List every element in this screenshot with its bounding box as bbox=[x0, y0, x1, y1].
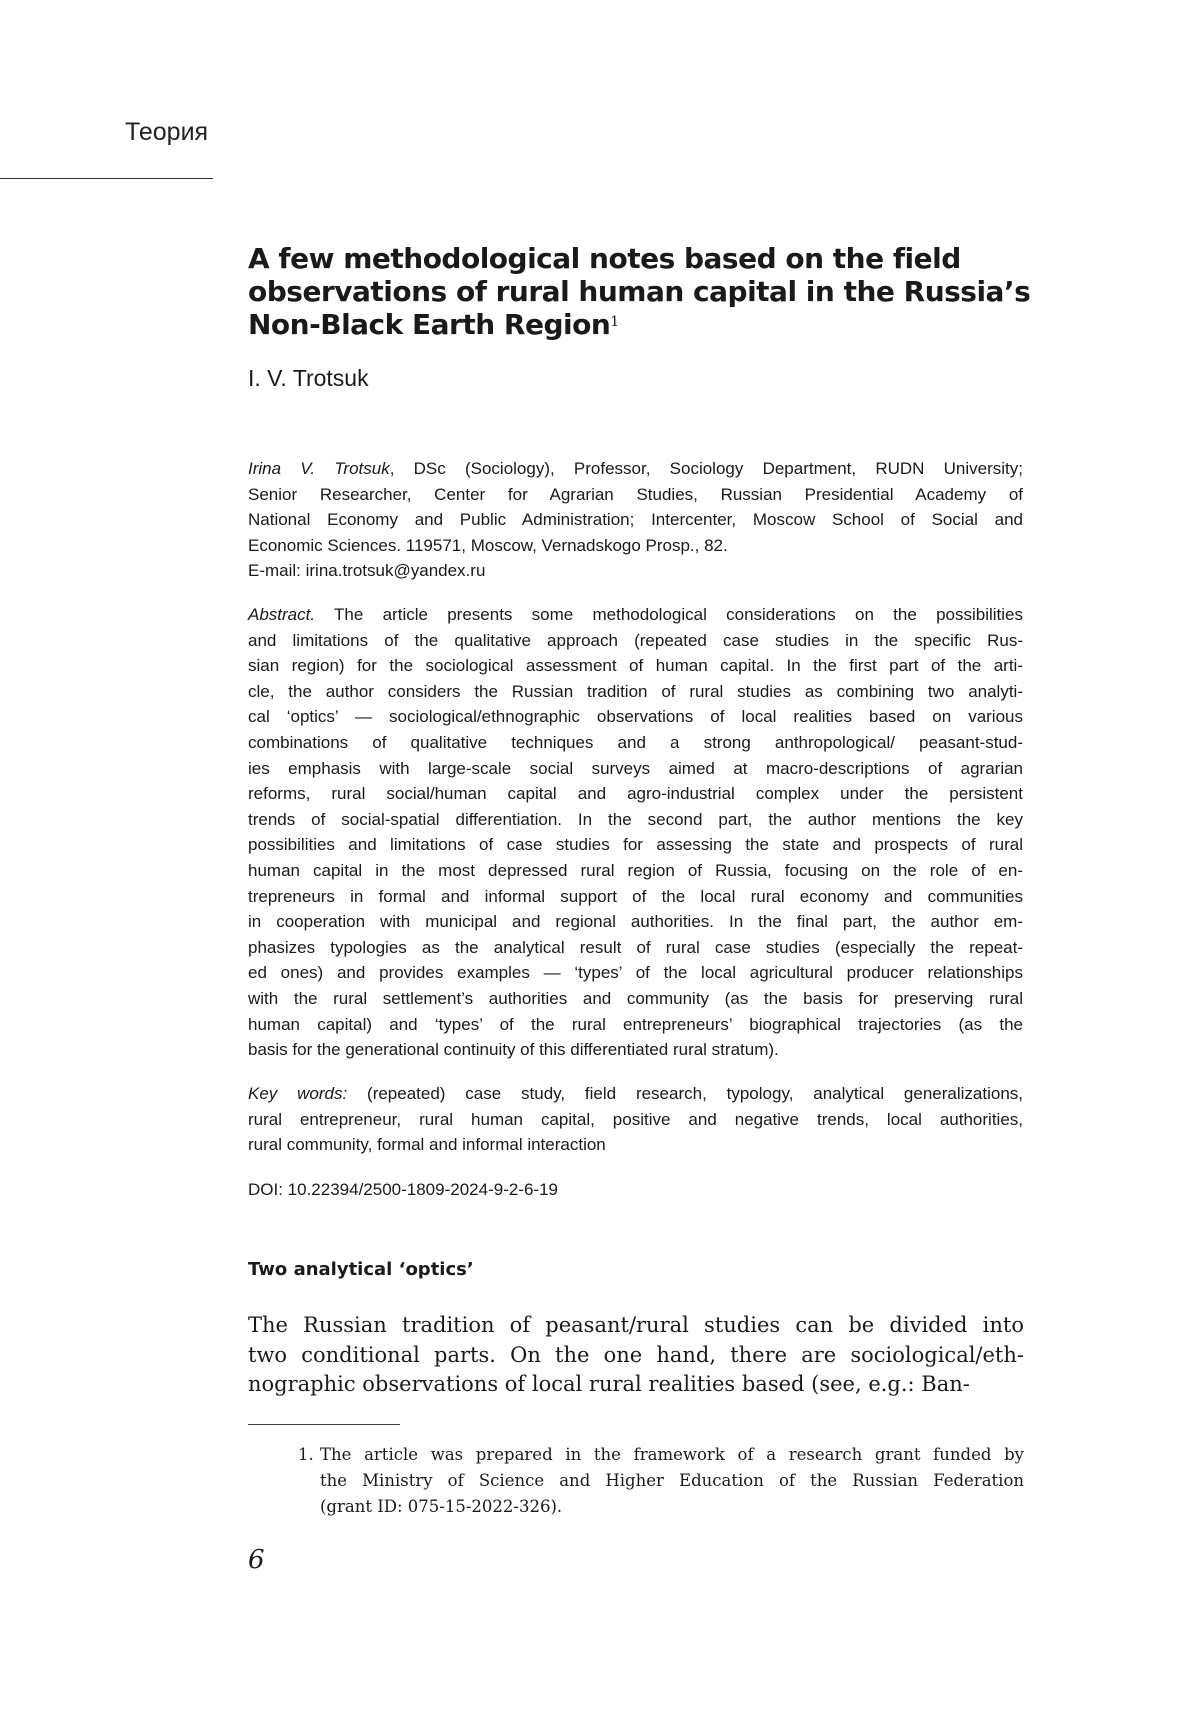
abstract-line: ed ones) and provides examples — ‘types’ of the local agricultural producer relationships bbox=[248, 963, 1023, 983]
abstract-line: and limitations of the qualitative approach (repeated case studies in the specific Rus- bbox=[248, 630, 1023, 650]
page-number: 6 bbox=[248, 1545, 265, 1575]
affiliation-email[interactable]: E-mail: irina.trotsuk@yandex.ru bbox=[248, 561, 486, 581]
keywords-label: Key words: bbox=[248, 1084, 348, 1103]
affiliation-text: , DSc (Sociology), Professor, Sociology Department, RUDN University; bbox=[389, 459, 1023, 478]
body-text-line: The Russian tradition of peasant/rural studies can be divided into bbox=[248, 1313, 1024, 1337]
author-affiliation bbox=[248, 456, 1023, 584]
abstract-text: The article presents some methodological considerations on the possibilities bbox=[315, 605, 1023, 624]
body-text-line: two conditional parts. On the one hand, there are sociological/eth- bbox=[248, 1342, 1024, 1367]
keywords-line bbox=[248, 1081, 1023, 1107]
doi[interactable]: DOI: 10.22394/2500-1809-2024-9-2-6-19 bbox=[248, 1180, 558, 1199]
title-line-text: Non-Black Earth Region bbox=[248, 308, 611, 341]
abstract-line: human capital) and ‘types’ of the rural entrepreneurs’ biographical trajectories (as the bbox=[248, 1014, 1023, 1034]
abstract-line: phasizes typologies as the analytical result of rural case studies (especially the repeat- bbox=[248, 937, 1023, 957]
footnote-rule bbox=[248, 1424, 400, 1425]
abstract-line: reforms, rural social/human capital and agro-industrial complex under the persistent bbox=[248, 784, 1023, 804]
abstract-line: combinations of qualitative techniques and a strong anthropological/ peasant-stud- bbox=[248, 732, 1023, 752]
title-line bbox=[248, 308, 1048, 341]
body-text bbox=[248, 1311, 1024, 1400]
title-line: observations of rural human capital in the Russia’s bbox=[248, 275, 1031, 308]
keywords-text: (repeated) case study, field research, typology, analytical generalizations, bbox=[347, 1084, 1024, 1103]
abstract-line: ies emphasis with large-scale social surveys aimed at macro-descriptions of agrarian bbox=[248, 758, 1023, 778]
abstract-line bbox=[248, 602, 1023, 628]
header-rule bbox=[0, 178, 213, 179]
abstract-line: trends of social-spatial differentiation. In the second part, the author mentions the key bbox=[248, 809, 1023, 829]
affiliation-line: Economic Sciences. 119571, Moscow, Vernadskogo Prosp., 82. bbox=[248, 535, 728, 555]
footnote bbox=[298, 1442, 1024, 1520]
affiliation-name: Irina V. Trotsuk bbox=[248, 459, 390, 478]
abstract-line: in cooperation with municipal and regional authorities. In the final part, the author em- bbox=[248, 912, 1023, 932]
abstract-line: basis for the generational continuity of this differentiated rural stratum). bbox=[248, 1040, 779, 1060]
affiliation-line: National Economy and Public Administration; Intercenter, Moscow School of Social and bbox=[248, 510, 1023, 530]
body-text-line: nographic observations of local rural realities based (see, e.g.: Ban- bbox=[248, 1372, 970, 1396]
abstract-line: trepreneurs in formal and informal support of the local rural economy and communities bbox=[248, 886, 1023, 906]
footnote-line: (grant ID: 075-15-2022-326). bbox=[320, 1497, 563, 1516]
abstract-line: possibilities and limitations of case studies for assessing the state and prospects of rural bbox=[248, 835, 1023, 855]
footnote-mark[interactable]: 1 bbox=[610, 314, 619, 330]
abstract bbox=[248, 602, 1023, 1063]
abstract-line: sian region) for the sociological assessment of human capital. In the first part of the arti- bbox=[248, 656, 1023, 676]
article-title bbox=[248, 242, 1048, 341]
footnote-number: 1. bbox=[298, 1445, 314, 1464]
abstract-line: with the rural settlement’s authorities and community (as the basis for preserving rural bbox=[248, 988, 1023, 1008]
abstract-line: cal ‘optics’ — sociological/ethnographic observations of local realities based on various bbox=[248, 707, 1023, 727]
section-heading: Two analytical ‘optics’ bbox=[248, 1259, 474, 1280]
footnote-line: the Ministry of Science and Higher Education of the Russian Federation bbox=[320, 1471, 1024, 1490]
keywords-line: rural entrepreneur, rural human capital, positive and negative trends, local authorities, bbox=[248, 1109, 1023, 1129]
keywords-line: rural community, formal and informal interaction bbox=[248, 1135, 606, 1155]
footnote-line: The article was prepared in the framework of a research grant funded by bbox=[320, 1445, 1024, 1464]
section-label: Теория bbox=[125, 118, 209, 146]
title-line: A few methodological notes based on the field bbox=[248, 242, 961, 275]
abstract-label: Abstract. bbox=[248, 605, 316, 624]
keywords bbox=[248, 1081, 1023, 1158]
abstract-line: cle, the author considers the Russian tradition of rural studies as combining two analyti- bbox=[248, 681, 1023, 701]
affiliation-line: Senior Researcher, Center for Agrarian Studies, Russian Presidential Academy of bbox=[248, 484, 1023, 504]
affiliation-line bbox=[248, 456, 1023, 482]
author-name: I. V. Trotsuk bbox=[248, 365, 369, 391]
abstract-line: human capital in the most depressed rural region of Russia, focusing on the role of en- bbox=[248, 860, 1023, 880]
